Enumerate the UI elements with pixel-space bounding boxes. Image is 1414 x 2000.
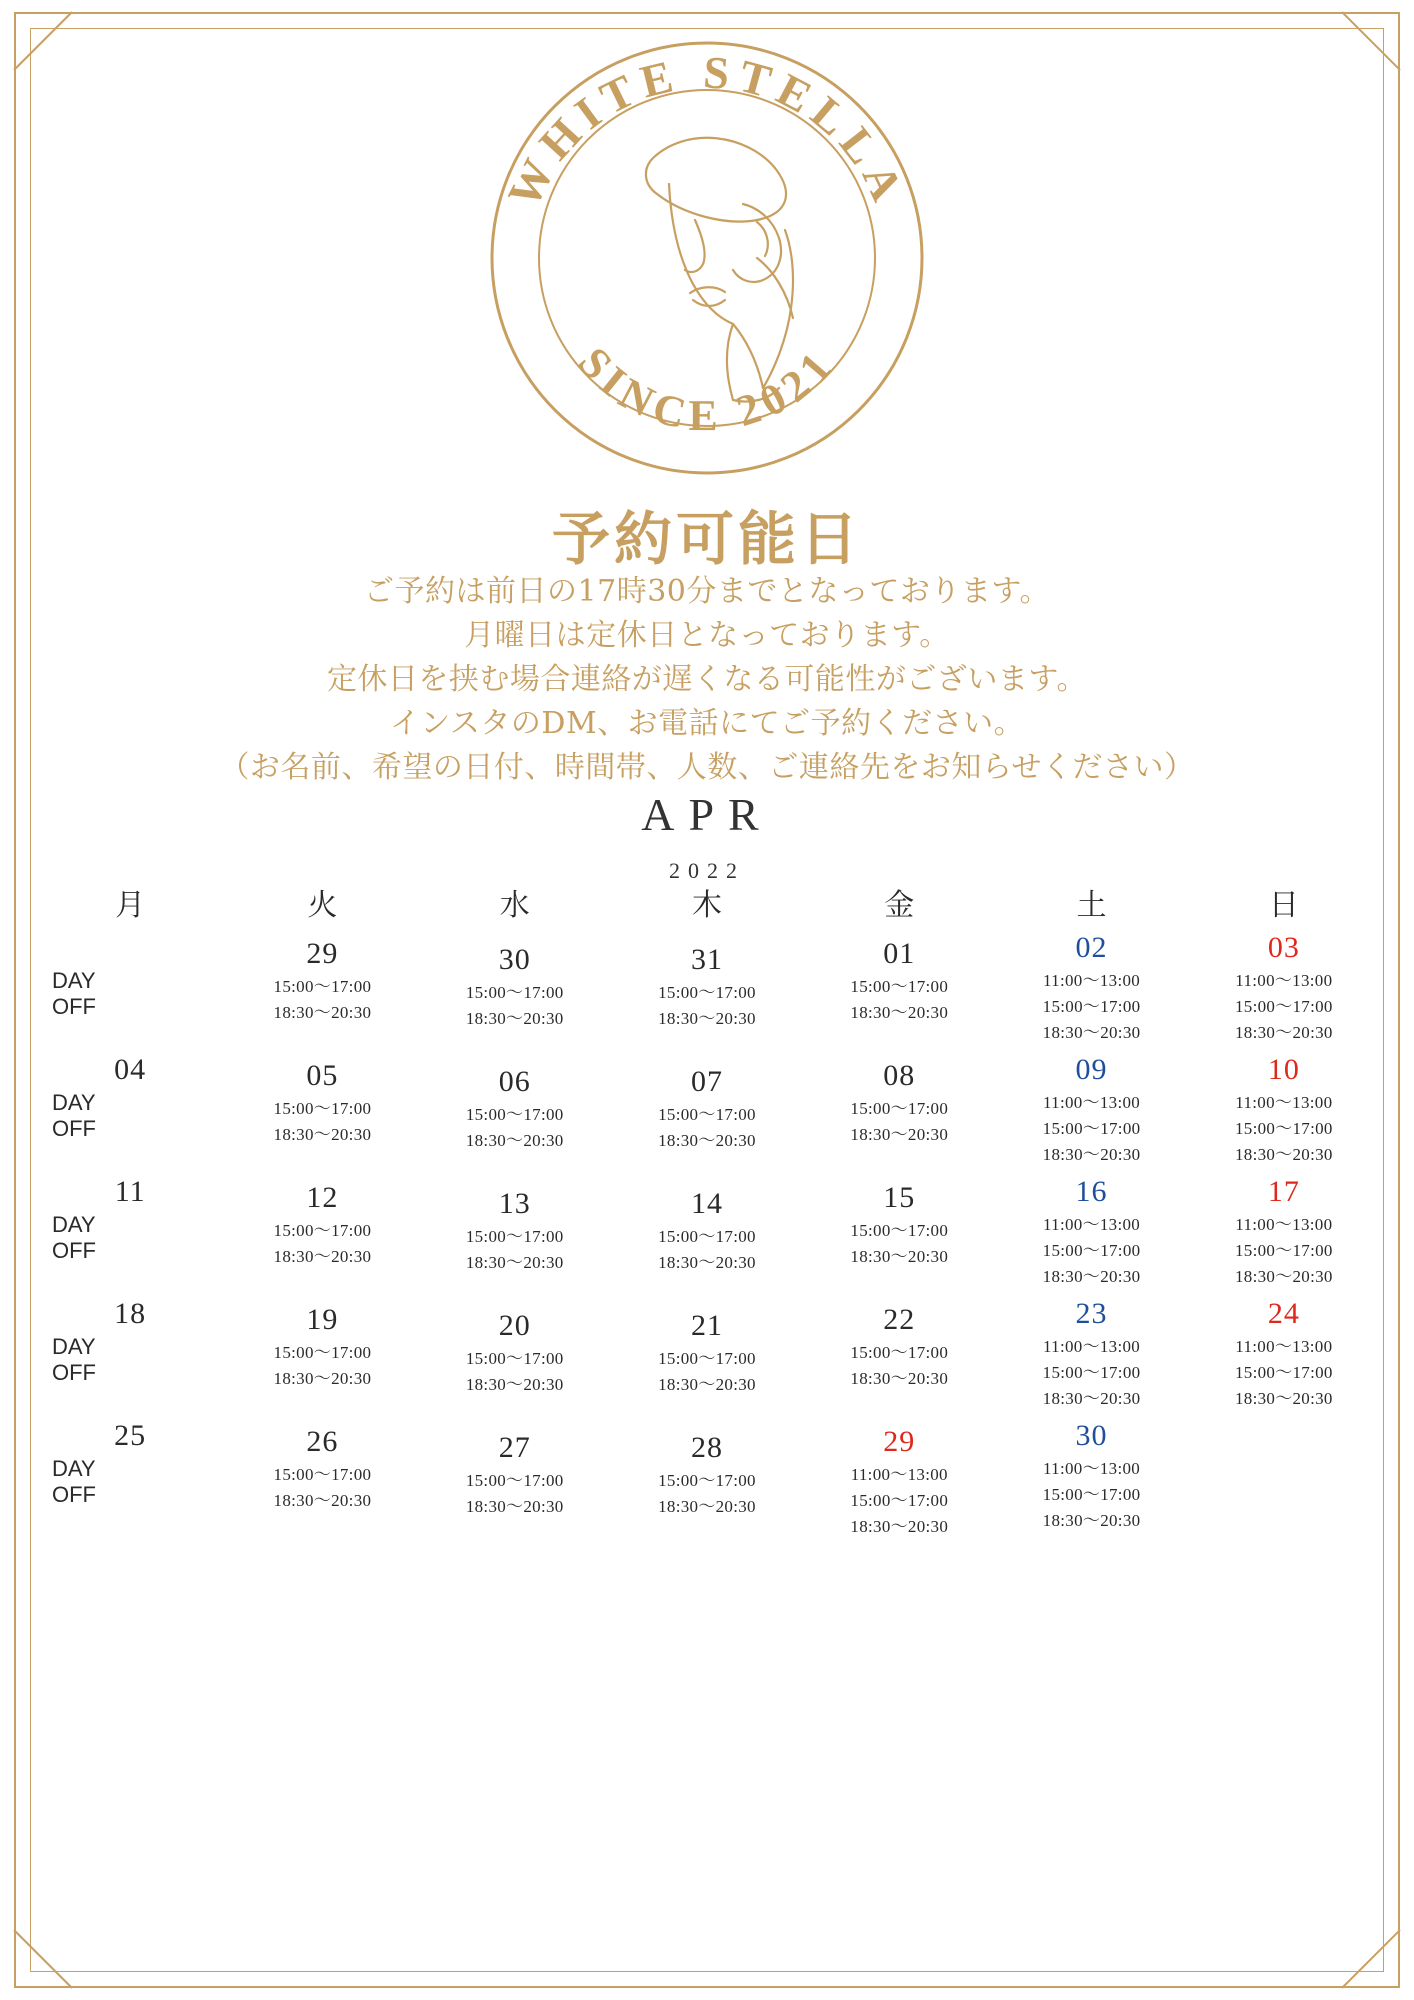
time-slot-list <box>419 980 611 1036</box>
time-slot: 18:30〜20:30 <box>658 1253 756 1272</box>
time-slot: 15:00〜17:00 <box>658 1349 756 1368</box>
day-number: 09 <box>1075 1053 1108 1086</box>
day-number: 22 <box>883 1303 916 1336</box>
day-number: 01 <box>883 937 916 970</box>
time-slot: 11:00〜13:00 <box>1042 971 1141 990</box>
time-slot: 15:00〜17:00 <box>1042 1241 1141 1260</box>
time-slot: 15:00〜17:00 <box>1042 1363 1141 1382</box>
calendar-day-cell[interactable] <box>611 1172 803 1294</box>
day-number: 12 <box>306 1181 339 1214</box>
calendar-day-cell[interactable] <box>1188 1416 1380 1538</box>
calendar-day-cell[interactable] <box>611 928 803 1050</box>
time-slot: 18:30〜20:30 <box>658 1375 756 1394</box>
calendar-day-cell[interactable] <box>34 1050 226 1172</box>
time-slot-list <box>1188 1334 1380 1416</box>
time-slot: 18:30〜20:30 <box>465 1009 564 1028</box>
notice-text-block <box>0 570 1414 790</box>
time-slot-list <box>995 968 1187 1050</box>
time-slot-list <box>1188 1212 1380 1294</box>
time-slot-list <box>803 1096 995 1152</box>
time-slot-list <box>419 1346 611 1402</box>
time-slot: 15:00〜17:00 <box>465 983 564 1002</box>
calendar-day-cell[interactable] <box>34 1416 226 1538</box>
time-slot: 15:00〜17:00 <box>1042 997 1141 1016</box>
time-slot-list <box>803 1218 995 1274</box>
time-slot: 18:30〜20:30 <box>273 1125 372 1144</box>
time-slot: 11:00〜13:00 <box>1042 1459 1141 1478</box>
calendar-day-cell[interactable] <box>419 1416 611 1538</box>
time-slot: 18:30〜20:30 <box>1042 1023 1141 1042</box>
day-off-label: DAY OFF <box>52 968 96 1019</box>
time-slot-list <box>803 974 995 1030</box>
calendar-day-cell[interactable] <box>611 1416 803 1538</box>
time-slot: 18:30〜20:30 <box>850 1003 949 1022</box>
day-number: 03 <box>1267 931 1300 964</box>
time-slot: 18:30〜20:30 <box>1234 1145 1333 1164</box>
weekday-header-tue: 火 <box>307 888 338 923</box>
calendar-week-row <box>34 1172 1380 1294</box>
time-slot: 15:00〜17:00 <box>850 977 949 996</box>
calendar-day-cell[interactable] <box>995 1050 1187 1172</box>
time-slot-list <box>995 1456 1187 1538</box>
day-number: 10 <box>1267 1053 1300 1086</box>
time-slot: 15:00〜17:00 <box>850 1099 949 1118</box>
calendar-day-cell[interactable] <box>803 1416 995 1538</box>
time-slot: 15:00〜17:00 <box>1234 1241 1333 1260</box>
time-slot-list <box>226 1218 418 1274</box>
time-slot: 18:30〜20:30 <box>850 1369 949 1388</box>
time-slot: 15:00〜17:00 <box>273 1099 372 1118</box>
time-slot-list <box>419 1468 611 1524</box>
calendar-week-row <box>34 1050 1380 1172</box>
svg-text:WHITE STELLA <box>498 46 916 215</box>
time-slot: 18:30〜20:30 <box>465 1253 564 1272</box>
time-slot-list <box>995 1090 1187 1172</box>
time-slot-list <box>1188 968 1380 1050</box>
day-off-label: DAY OFF <box>52 1090 96 1141</box>
time-slot: 15:00〜17:00 <box>658 983 756 1002</box>
notice-line-4: インスタのDM、お電話にてご予約ください。 <box>389 706 1025 741</box>
time-slot: 18:30〜20:30 <box>1042 1511 1141 1530</box>
svg-text:SINCE 2021 <box>569 338 845 440</box>
notice-line-1: ご予約は前日の17時30分までとなっております。 <box>364 574 1050 609</box>
time-slot-list <box>611 980 803 1036</box>
calendar-day-cell[interactable] <box>803 1050 995 1172</box>
time-slot: 18:30〜20:30 <box>658 1131 756 1150</box>
day-number: 25 <box>114 1419 147 1452</box>
calendar-day-cell[interactable] <box>419 1172 611 1294</box>
calendar-day-cell[interactable] <box>34 1172 226 1294</box>
day-number: 19 <box>306 1303 339 1336</box>
time-slot: 18:30〜20:30 <box>273 1491 372 1510</box>
time-slot: 15:00〜17:00 <box>465 1349 564 1368</box>
time-slot: 11:00〜13:00 <box>1042 1215 1141 1234</box>
calendar-week-row <box>34 1294 1380 1416</box>
page-title: 予約可能日 <box>551 505 862 573</box>
calendar-day-cell[interactable] <box>419 928 611 1050</box>
calendar-day-cell[interactable] <box>803 1294 995 1416</box>
brand-logo <box>457 8 957 498</box>
time-slot: 18:30〜20:30 <box>1234 1023 1333 1042</box>
calendar-day-cell[interactable] <box>995 1416 1187 1538</box>
time-slot: 18:30〜20:30 <box>465 1375 564 1394</box>
time-slot: 18:30〜20:30 <box>1042 1389 1141 1408</box>
time-slot-list <box>995 1334 1187 1416</box>
time-slot-list <box>803 1340 995 1396</box>
time-slot-list <box>611 1468 803 1524</box>
time-slot-list <box>226 1340 418 1396</box>
time-slot: 18:30〜20:30 <box>273 1369 372 1388</box>
calendar-day-cell[interactable] <box>803 928 995 1050</box>
day-number: 04 <box>114 1053 147 1086</box>
day-number: 15 <box>883 1181 916 1214</box>
calendar-body <box>34 928 1380 1538</box>
time-slot: 18:30〜20:30 <box>465 1131 564 1150</box>
time-slot: 18:30〜20:30 <box>273 1003 372 1022</box>
time-slot-list <box>226 974 418 1030</box>
weekday-header-wed: 水 <box>499 888 530 923</box>
calendar-day-cell[interactable] <box>995 1294 1187 1416</box>
time-slot: 15:00〜17:00 <box>1234 1363 1333 1382</box>
calendar-table <box>34 878 1380 1538</box>
calendar-day-cell[interactable] <box>1188 1294 1380 1416</box>
day-number: 08 <box>883 1059 916 1092</box>
time-slot: 18:30〜20:30 <box>1234 1389 1333 1408</box>
time-slot: 18:30〜20:30 <box>1042 1145 1141 1164</box>
time-slot: 18:30〜20:30 <box>658 1009 756 1028</box>
calendar-day-cell[interactable] <box>226 928 418 1050</box>
notice-line-5: （お名前、希望の日付、時間帯、人数、ご連絡先をお知らせください） <box>219 750 1195 785</box>
day-number: 30 <box>498 943 531 976</box>
time-slot: 18:30〜20:30 <box>658 1497 756 1516</box>
time-slot: 15:00〜17:00 <box>465 1471 564 1490</box>
calendar-day-cell[interactable] <box>995 1172 1187 1294</box>
day-number: 21 <box>690 1309 723 1342</box>
time-slot-list <box>226 1462 418 1518</box>
notice-line-3: 定休日を挟む場合連絡が遅くなる可能性がございます。 <box>326 662 1088 697</box>
day-number: 13 <box>498 1187 531 1220</box>
day-number: 28 <box>690 1431 723 1464</box>
calendar-day-cell[interactable] <box>1188 1172 1380 1294</box>
calendar-day-cell[interactable] <box>226 1050 418 1172</box>
time-slot-list <box>226 1096 418 1152</box>
calendar-day-cell[interactable] <box>611 1294 803 1416</box>
weekday-header-row <box>34 878 1380 928</box>
time-slot-list <box>611 1224 803 1280</box>
day-number: 16 <box>1075 1175 1108 1208</box>
day-number: 24 <box>1267 1297 1300 1330</box>
calendar-day-cell[interactable] <box>226 1172 418 1294</box>
time-slot: 11:00〜13:00 <box>1235 1093 1333 1112</box>
day-number: 30 <box>1075 1419 1108 1452</box>
time-slot: 18:30〜20:30 <box>273 1247 372 1266</box>
day-number: 02 <box>1075 931 1108 964</box>
time-slot: 15:00〜17:00 <box>1042 1485 1141 1504</box>
year-label: 2022 <box>669 858 745 883</box>
time-slot: 15:00〜17:00 <box>273 977 372 996</box>
day-number: 18 <box>114 1297 147 1330</box>
day-number: 27 <box>498 1431 531 1464</box>
time-slot: 11:00〜13:00 <box>1042 1093 1141 1112</box>
time-slot: 15:00〜17:00 <box>1234 997 1333 1016</box>
weekday-header-sat: 土 <box>1076 888 1107 923</box>
woman-face-line-art-icon <box>646 138 793 402</box>
day-number: 11 <box>114 1175 146 1208</box>
day-number: 29 <box>883 1425 916 1458</box>
time-slot-list <box>1188 1090 1380 1172</box>
calendar-day-cell[interactable] <box>611 1050 803 1172</box>
calendar-day-cell[interactable] <box>226 1294 418 1416</box>
day-number: 31 <box>690 943 723 976</box>
day-off-label: DAY OFF <box>52 1456 96 1507</box>
calendar-day-cell[interactable] <box>1188 1050 1380 1172</box>
time-slot: 15:00〜17:00 <box>850 1491 949 1510</box>
time-slot: 11:00〜13:00 <box>1042 1337 1141 1356</box>
day-number: 14 <box>690 1187 723 1220</box>
day-number: 05 <box>306 1059 339 1092</box>
day-number: 17 <box>1267 1175 1300 1208</box>
day-number: 26 <box>306 1425 339 1458</box>
calendar-day-cell[interactable] <box>226 1416 418 1538</box>
calendar-day-cell[interactable] <box>419 1050 611 1172</box>
time-slot: 15:00〜17:00 <box>850 1221 949 1240</box>
time-slot: 11:00〜13:00 <box>1235 1215 1333 1234</box>
time-slot: 18:30〜20:30 <box>1234 1267 1333 1286</box>
logo-bottom-text: SINCE 2021 <box>568 337 846 441</box>
calendar-week-row <box>34 928 1380 1050</box>
time-slot-list <box>419 1102 611 1158</box>
time-slot-list <box>995 1212 1187 1294</box>
day-number: 06 <box>498 1065 531 1098</box>
time-slot: 11:00〜13:00 <box>1235 971 1333 990</box>
time-slot: 18:30〜20:30 <box>850 1517 949 1536</box>
time-slot: 15:00〜17:00 <box>1234 1119 1333 1138</box>
time-slot: 18:30〜20:30 <box>850 1125 949 1144</box>
logo-top-text: WHITE STELLA <box>497 46 917 216</box>
time-slot: 18:30〜20:30 <box>850 1247 949 1266</box>
day-off-label: DAY OFF <box>52 1334 96 1385</box>
time-slot: 11:00〜13:00 <box>850 1465 948 1484</box>
time-slot: 15:00〜17:00 <box>465 1227 564 1246</box>
time-slot: 15:00〜17:00 <box>465 1105 564 1124</box>
day-number <box>1188 1416 1380 1456</box>
time-slot-list <box>611 1346 803 1402</box>
calendar <box>34 878 1380 1538</box>
month-label: APR <box>641 789 773 840</box>
day-number: 20 <box>498 1309 531 1342</box>
time-slot-list <box>419 1224 611 1280</box>
day-number: 07 <box>690 1065 723 1098</box>
day-off-label: DAY OFF <box>52 1212 96 1263</box>
day-number <box>34 928 226 968</box>
time-slot: 18:30〜20:30 <box>1042 1267 1141 1286</box>
weekday-header-sun: 日 <box>1268 888 1299 923</box>
time-slot: 18:30〜20:30 <box>465 1497 564 1516</box>
time-slot: 15:00〜17:00 <box>273 1465 372 1484</box>
notice-line-2: 月曜日は定休日となっております。 <box>464 618 950 653</box>
time-slot: 15:00〜17:00 <box>1042 1119 1141 1138</box>
calendar-day-cell[interactable] <box>34 928 226 1050</box>
time-slot: 15:00〜17:00 <box>658 1105 756 1124</box>
time-slot-list <box>611 1102 803 1158</box>
calendar-day-cell[interactable] <box>1188 928 1380 1050</box>
calendar-day-cell[interactable] <box>34 1294 226 1416</box>
day-number: 23 <box>1075 1297 1108 1330</box>
time-slot-list <box>803 1462 995 1544</box>
time-slot: 11:00〜13:00 <box>1235 1337 1333 1356</box>
time-slot: 15:00〜17:00 <box>850 1343 949 1362</box>
time-slot: 15:00〜17:00 <box>273 1221 372 1240</box>
weekday-header-mon: 月 <box>115 888 146 923</box>
time-slot: 15:00〜17:00 <box>273 1343 372 1362</box>
day-number: 29 <box>306 937 339 970</box>
calendar-day-cell[interactable] <box>803 1172 995 1294</box>
calendar-day-cell[interactable] <box>419 1294 611 1416</box>
weekday-header-thu: 木 <box>691 888 722 923</box>
time-slot: 15:00〜17:00 <box>658 1471 756 1490</box>
calendar-day-cell[interactable] <box>995 928 1187 1050</box>
time-slot: 15:00〜17:00 <box>658 1227 756 1246</box>
calendar-week-row <box>34 1416 1380 1538</box>
weekday-header-fri: 金 <box>884 888 915 923</box>
